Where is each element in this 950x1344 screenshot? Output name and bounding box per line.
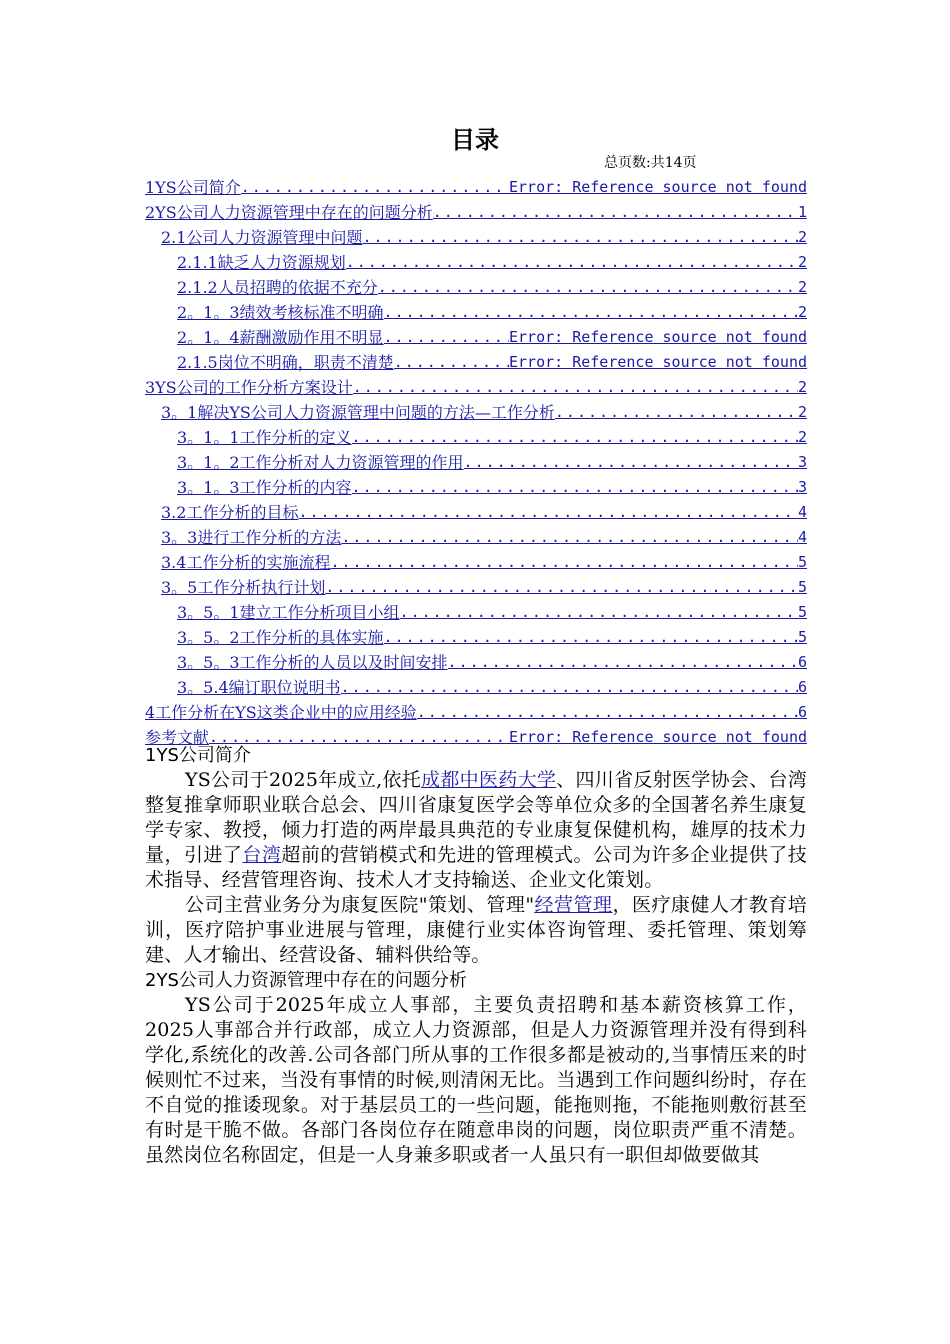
toc-entry-title: 2。1。4薪酬激励作用不明显 [177, 328, 384, 347]
total-pages-label: 总页数:共14页 [604, 155, 697, 171]
toc-leader-dots [298, 500, 798, 525]
toc-entry[interactable] [145, 250, 807, 275]
toc-entry[interactable] [145, 575, 807, 600]
toc-entry-title: 2YS公司人力资源管理中存在的问题分析 [145, 203, 433, 222]
toc-entry[interactable] [145, 175, 807, 200]
toc-leader-dots [341, 525, 798, 550]
toc-entry[interactable] [145, 650, 807, 675]
section2-paragraph-1: YS公司于2025年成立人事部，主要负责招聘和基本薪资核算工作，2025人事部合并行政部，成立人力资源部，但是人力资源管理并没有得到科学化,系统化的改善.公司各部门所从事的工作很多都是被动的,当事情压来的时候则忙不过来，当没有事情的时候,则清闲无比。当遇到工作问题纠纷时，存在不自觉的推诿现象。对于基层员工的一些问题，能拖则拖，不能拖则敷衍甚至有时是干脆不做。各部门各岗位存在随意串岗的问题，岗位职责严重不清楚。虽然岗位名称固定，但是一人身兼多职或者一人虽只有一职但却做要做其 [145, 994, 807, 1166]
toc-entry-title: 3。5.4编订职位说明书 [177, 678, 341, 697]
toc-leader-dots [555, 400, 798, 425]
toc-leader-dots [325, 575, 798, 600]
toc-leader-dots [464, 450, 798, 475]
toc-entry-title: 3.2工作分析的目标 [161, 503, 299, 522]
section1-paragraph-2 [145, 893, 807, 968]
text-run: 超前的营销模式和先进的管理模式。公司为许多企业提供了技术指导、经营管理咨询、技术人才支持输送、企业文化策划。 [145, 844, 807, 891]
toc-entry[interactable] [145, 325, 807, 350]
toc-leader-dots [384, 325, 509, 350]
text-run: ，医疗康健人才教育培训，医疗陪护事业进展与管理，康健行业实体咨询管理、委托管理、策划筹建、人才输出、经营设备、辅料供给等。 [145, 894, 807, 966]
text-run: YS公司于2025年成立,依托 [185, 769, 422, 791]
toc-leader-dots [394, 350, 509, 375]
toc-entry-title: 3。1。3工作分析的内容 [177, 478, 352, 497]
toc-entry[interactable] [145, 450, 807, 475]
toc-entry[interactable] [145, 675, 807, 700]
toc-entry-page: 6 [797, 653, 807, 671]
toc-leader-dots [448, 650, 798, 675]
toc-entry[interactable] [145, 550, 807, 575]
toc-leader-dots [378, 275, 798, 300]
toc-entry-page: 2 [797, 253, 807, 271]
toc-entry-title: 2.1公司人力资源管理中问题 [161, 228, 363, 247]
toc-entry-page: 2 [797, 378, 807, 396]
toc-entry-title: 2.1.2人员招聘的依据不充分 [177, 278, 378, 297]
section1-paragraph-1 [145, 768, 807, 893]
toc-entry-title: 2.1.5岗位不明确，职责不清楚 [177, 353, 394, 372]
section-heading-2: 2YS公司人力资源管理中存在的问题分析 [145, 970, 467, 991]
link-business-management[interactable]: 经营管理 [534, 894, 613, 916]
toc-leader-dots [362, 225, 798, 250]
toc-entry-title: 2。1。3绩效考核标准不明确 [177, 303, 384, 322]
toc-entry-page: 2 [797, 303, 807, 321]
toc-entry[interactable] [145, 225, 807, 250]
toc-entry[interactable] [145, 500, 807, 525]
toc-entry-title: 3。1。1工作分析的定义 [177, 428, 352, 447]
toc-entry[interactable] [145, 600, 807, 625]
toc-entry-page: 3 [797, 478, 807, 496]
toc-entry-title: 3。1。2工作分析对人力资源管理的作用 [177, 453, 464, 472]
toc-entry-page: 1 [797, 203, 807, 221]
toc-entry[interactable] [145, 350, 807, 375]
toc-title: 目录 [451, 126, 499, 154]
toc-entry-page: Error: Reference source not found [508, 353, 807, 371]
toc-entry-page: 4 [797, 528, 807, 546]
toc-entry[interactable] [145, 300, 807, 325]
toc-entry[interactable] [145, 625, 807, 650]
text-run: 公司主营业务分为康复医院"策划、管理" [185, 894, 535, 916]
link-chengdu-tcm-university[interactable]: 成都中医药大学 [421, 769, 557, 791]
toc-entry-page: 2 [797, 278, 807, 296]
toc-leader-dots [341, 675, 798, 700]
toc-leader-dots [241, 175, 509, 200]
toc-entry-page: 5 [797, 578, 807, 596]
toc-entry[interactable] [145, 400, 807, 425]
toc-entry[interactable] [145, 425, 807, 450]
toc-entry-title: 3。5。1建立工作分析项目小组 [177, 603, 400, 622]
toc-entry-page: 4 [797, 503, 807, 521]
document-body [145, 743, 807, 1168]
link-taiwan[interactable]: 台湾 [242, 844, 282, 866]
toc-entry-page: 5 [797, 628, 807, 646]
toc-entry-page: 2 [797, 428, 807, 446]
toc-entry-page: 2 [797, 403, 807, 421]
toc-entry[interactable] [145, 200, 807, 225]
toc-entry-page: 3 [797, 453, 807, 471]
table-of-contents [145, 175, 807, 750]
toc-leader-dots [384, 625, 798, 650]
toc-entry-title: 3。5工作分析执行计划 [161, 578, 326, 597]
toc-entry-page: Error: Reference source not found [508, 328, 807, 346]
toc-entry-title: 3。1解决YS公司人力资源管理中问题的方法—工作分析 [161, 403, 555, 422]
toc-entry[interactable] [145, 700, 807, 725]
toc-entry-title: 3YS公司的工作分析方案设计 [145, 378, 353, 397]
toc-leader-dots [384, 300, 798, 325]
section-heading-1: 1YS公司简介 [145, 745, 251, 766]
toc-entry-title: 3。5。3工作分析的人员以及时间安排 [177, 653, 448, 672]
toc-entry-page: 6 [797, 703, 807, 721]
toc-entry-title: 1YS公司简介 [145, 178, 241, 197]
toc-leader-dots [352, 475, 798, 500]
toc-entry-title: 2.1.1缺乏人力资源规划 [177, 253, 346, 272]
toc-leader-dots [417, 700, 798, 725]
toc-entry-page: 5 [797, 553, 807, 571]
toc-entry[interactable] [145, 525, 807, 550]
toc-entry-page: 2 [797, 228, 807, 246]
toc-leader-dots [330, 550, 798, 575]
toc-leader-dots [400, 600, 798, 625]
toc-leader-dots [433, 200, 798, 225]
toc-leader-dots [353, 375, 798, 400]
toc-leader-dots [352, 425, 798, 450]
toc-entry[interactable] [145, 275, 807, 300]
toc-entry[interactable] [145, 475, 807, 500]
toc-entry-page: 6 [797, 678, 807, 696]
toc-entry-title: 4工作分析在YS这类企业中的应用经验 [145, 703, 417, 722]
toc-entry-page: Error: Reference source not found [508, 178, 807, 196]
toc-entry-title: 3。5。2工作分析的具体实施 [177, 628, 384, 647]
toc-entry-title: 3.4工作分析的实施流程 [161, 553, 331, 572]
toc-leader-dots [346, 250, 798, 275]
toc-entry-page: Error: Reference source not found [508, 728, 807, 746]
text-run: 、四川省反射医学协会、台湾整复推拿师职业联合总会、四川省康复医学会等单位众多的全国著名养生康复学专家、教授，倾力打造的两岸最具典范的专业康复保健机构，雄厚的技术力量，引进了 [145, 769, 808, 866]
toc-entry[interactable] [145, 375, 807, 400]
toc-entry-page: 5 [797, 603, 807, 621]
toc-entry-title: 参考文献 [145, 728, 210, 747]
toc-entry-title: 3。3进行工作分析的方法 [161, 528, 342, 547]
